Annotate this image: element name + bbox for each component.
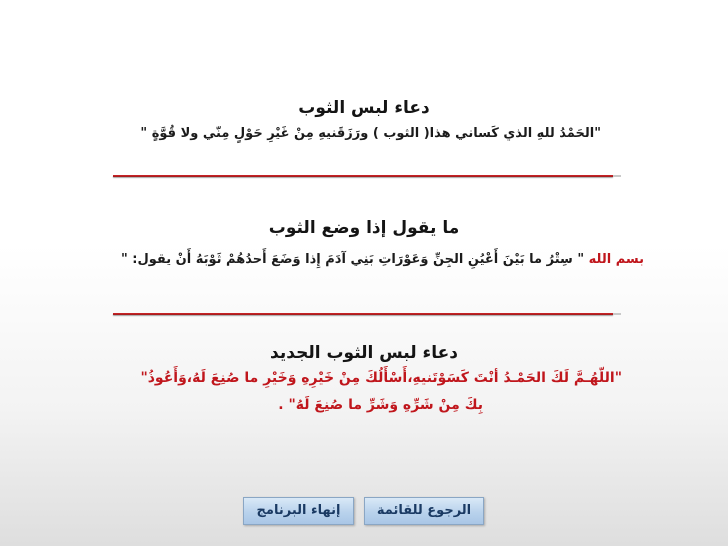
removing-dress-text: " سِتْرُ ما بَيْنَ أَعْيُنِ الجِنِّ وَعَوْرَاتِ بَنِي آدَمَ إِذا وَضَعَ أَحدُهُمْ ثَوْبَهُ أَنْ يقول: " xyxy=(120,252,585,267)
separator-1 xyxy=(113,175,613,177)
end-program-button[interactable]: إنهاء البرنامج xyxy=(243,497,354,525)
dua-new-dress-line-1: "اللّهُـمَّ لَكَ الحَمْـدُ أنْتَ كَسَوْتَنيهِ،أَسْأَلُكَ مِنْ خَيْرِهِ وَخَيْرِ ما صُنِعَ لَهُ،وَأَعُوذُ" xyxy=(140,370,622,386)
section-title-wearing-dress: دعاء لبس الثوب xyxy=(298,98,430,118)
section-title-removing-dress: ما يقول إذا وضع الثوب xyxy=(268,218,460,238)
removing-dress-line xyxy=(121,252,644,267)
section-title-new-dress: دعاء لبس الثوب الجديد xyxy=(270,343,458,363)
separator-2 xyxy=(113,313,613,315)
bismillah-text: بسم الله xyxy=(588,252,644,267)
dua-wearing-dress-text: "الحَمْدُ للهِ الذي كَساني هذا( الثوب ) ورَزَقَنيهِ مِنْ غَيْرِ حَوْلٍ مِنّي ولا قُوَّةٍ " xyxy=(140,126,601,141)
back-to-menu-button[interactable]: الرجوع للقائمة xyxy=(364,497,484,525)
dua-new-dress-line-2: بِكَ مِنْ شَرِّهِ وَشَرِّ ما صُنِعَ لَهُ" . xyxy=(278,397,483,413)
